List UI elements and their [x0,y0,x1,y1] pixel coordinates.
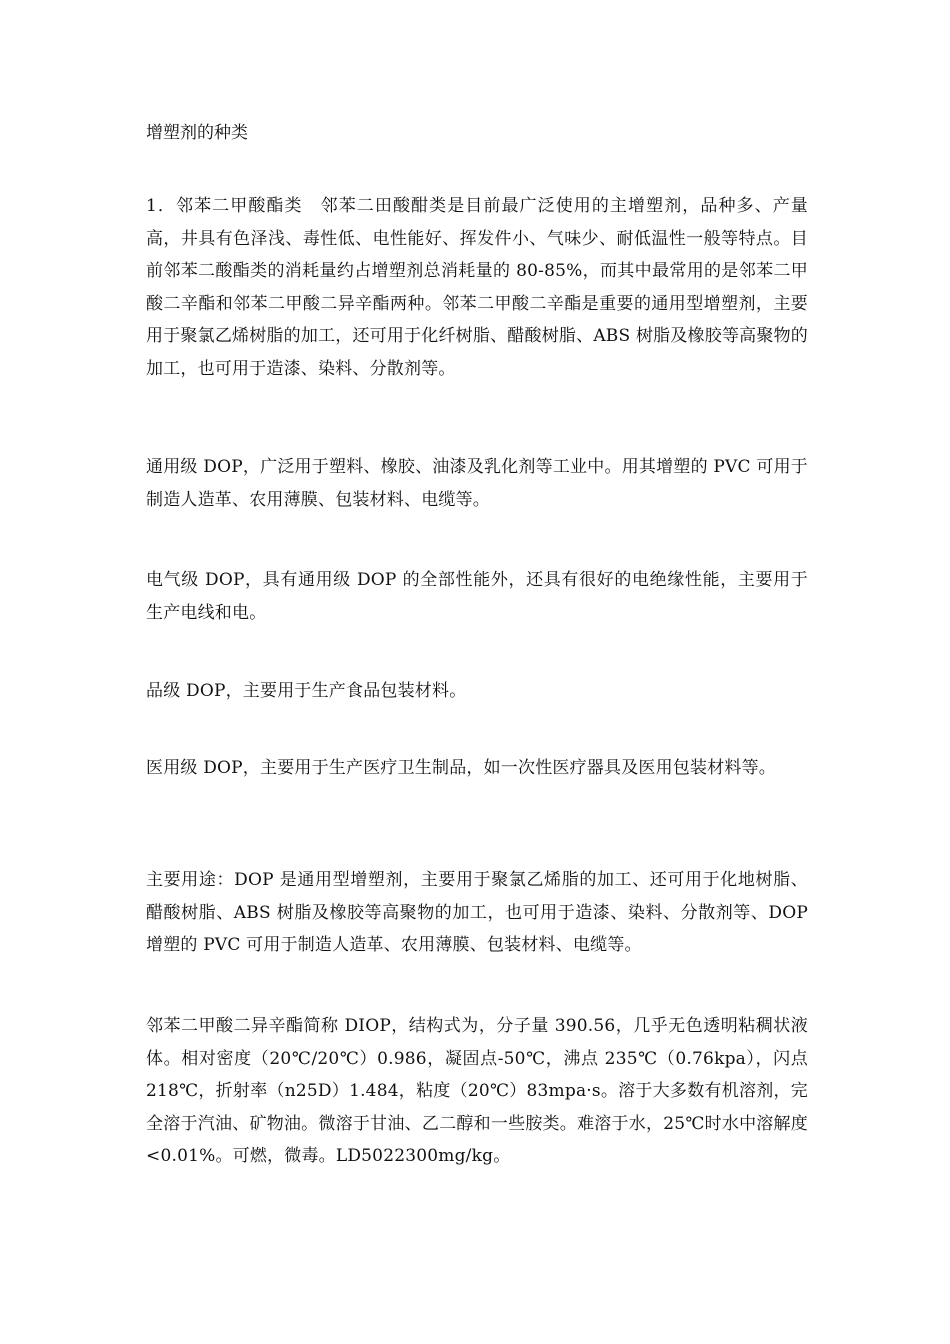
paragraph-main-uses: 主要用途：DOP 是通用型增塑剂，主要用于聚氯乙烯脂的加工、还可用于化地树脂、醋酸树脂、ABS 树脂及橡胶等高聚物的加工，也可用于造漆、染料、分散剂等、DOP 增塑的 PVC 可用于制造人造革、农用薄膜、包装材料、电缆等。 [146,870,808,955]
paragraph-medical-dop: 医用级 DOP，主要用于生产医疗卫生制品，如一次性医疗器具及医用包装材料等。 [146,758,777,778]
paragraph-general-dop: 通用级 DOP，广泛用于塑料、橡胶、油漆及乳化剂等工业中。用其增塑的 PVC 可用于制造人造革、农用薄膜、包装材料、电缆等。 [146,457,808,510]
paragraph-phthalates: 1．邻苯二甲酸酯类 邻苯二田酸酣类是目前最广泛使用的主增塑剂，品种多、产量高，井具有色泽浅、毒性低、电性能好、挥发件小、气味少、耐低温性一般等特点。目前邻苯二酸酯类的消耗量约占增塑剂总消耗量的 80-85%，而其中最常用的是邻苯二甲酸二辛酯和邻苯二甲酸二异辛酯两种。邻苯二甲酸二辛酯是重要的通用型增塑剂，主要用于聚氯乙烯树脂的加工，还可用于化纤树脂、醋酸树脂、ABS 树脂及橡胶等高聚物的加工，也可用于造漆、染料、分散剂等。 [146,196,808,379]
paragraph-food-dop: 品级 DOP，主要用于生产食品包装材料。 [146,681,467,701]
paragraph-electrical-dop: 电气级 DOP，具有通用级 DOP 的全部性能外，还具有很好的电绝缘性能，主要用于生产电线和电。 [146,570,808,623]
document-title: 增塑剂的种类 [146,123,248,143]
paragraph-diop: 邻苯二甲酸二异辛酯简称 DIOP，结构式为，分子量 390.56，几乎无色透明粘稠状液体。相对密度（20℃/20℃）0.986，凝固点-50℃，沸点 235℃（0.76kpa），闪点 218℃，折射率（n25D）1.484，粘度（20℃）83mpa·s。溶于大多数有机溶剂，完全溶于汽油、矿物油。微溶于甘油、乙二醇和一些胺类。难溶于水，25℃时水中溶解度<0.01%。可燃，微毒。LD5022300mg/kg。 [146,1016,808,1166]
